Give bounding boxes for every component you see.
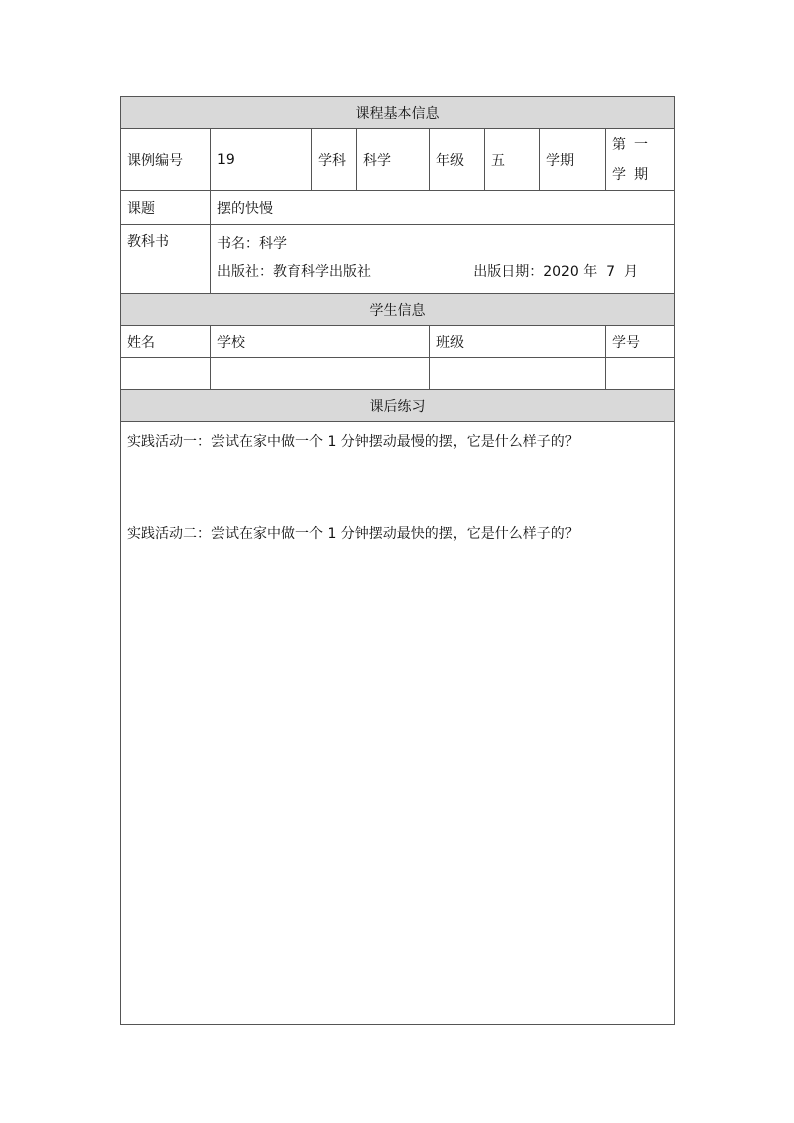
topic-label: 课题	[121, 191, 211, 225]
student-no-input[interactable]	[606, 358, 675, 390]
student-no-label: 学号	[606, 326, 675, 358]
book-name: 书名：科学	[217, 236, 287, 252]
grade-field[interactable]: 五	[485, 129, 540, 191]
name-label: 姓名	[121, 326, 211, 358]
lesson-no-label: 课例编号	[121, 129, 211, 191]
semester-field[interactable]: 第一学期	[606, 129, 675, 191]
activity-one: 实践活动一：尝试在家中做一个 1 分钟摆动最慢的摆，它是什么样子的？	[127, 434, 579, 450]
textbook-label: 教科书	[121, 225, 211, 294]
semester-label: 学期	[540, 129, 606, 191]
school-input[interactable]	[211, 358, 430, 390]
lesson-info-table	[120, 96, 675, 1025]
school-label: 学校	[211, 326, 430, 358]
activity-two: 实践活动二：尝试在家中做一个 1 分钟摆动最快的摆，它是什么样子的？	[127, 526, 579, 542]
exercise-area[interactable]	[121, 422, 675, 1025]
subject-field[interactable]: 科学	[357, 129, 430, 191]
lesson-no-field[interactable]: 19	[211, 129, 312, 191]
name-input[interactable]	[121, 358, 211, 390]
publish-date: 出版日期：2020 年 7 月	[473, 264, 638, 280]
exercise-header: 课后练习	[121, 390, 675, 422]
publisher: 出版社：教育科学出版社	[217, 264, 371, 280]
topic-field[interactable]: 摆的快慢	[211, 191, 675, 225]
student-info-header: 学生信息	[121, 294, 675, 326]
grade-label: 年级	[430, 129, 485, 191]
class-input[interactable]	[430, 358, 606, 390]
subject-label: 学科	[312, 129, 357, 191]
basic-info-header: 课程基本信息	[121, 97, 675, 129]
book-publish-line	[217, 257, 668, 287]
textbook-field	[211, 225, 675, 294]
class-label: 班级	[430, 326, 606, 358]
